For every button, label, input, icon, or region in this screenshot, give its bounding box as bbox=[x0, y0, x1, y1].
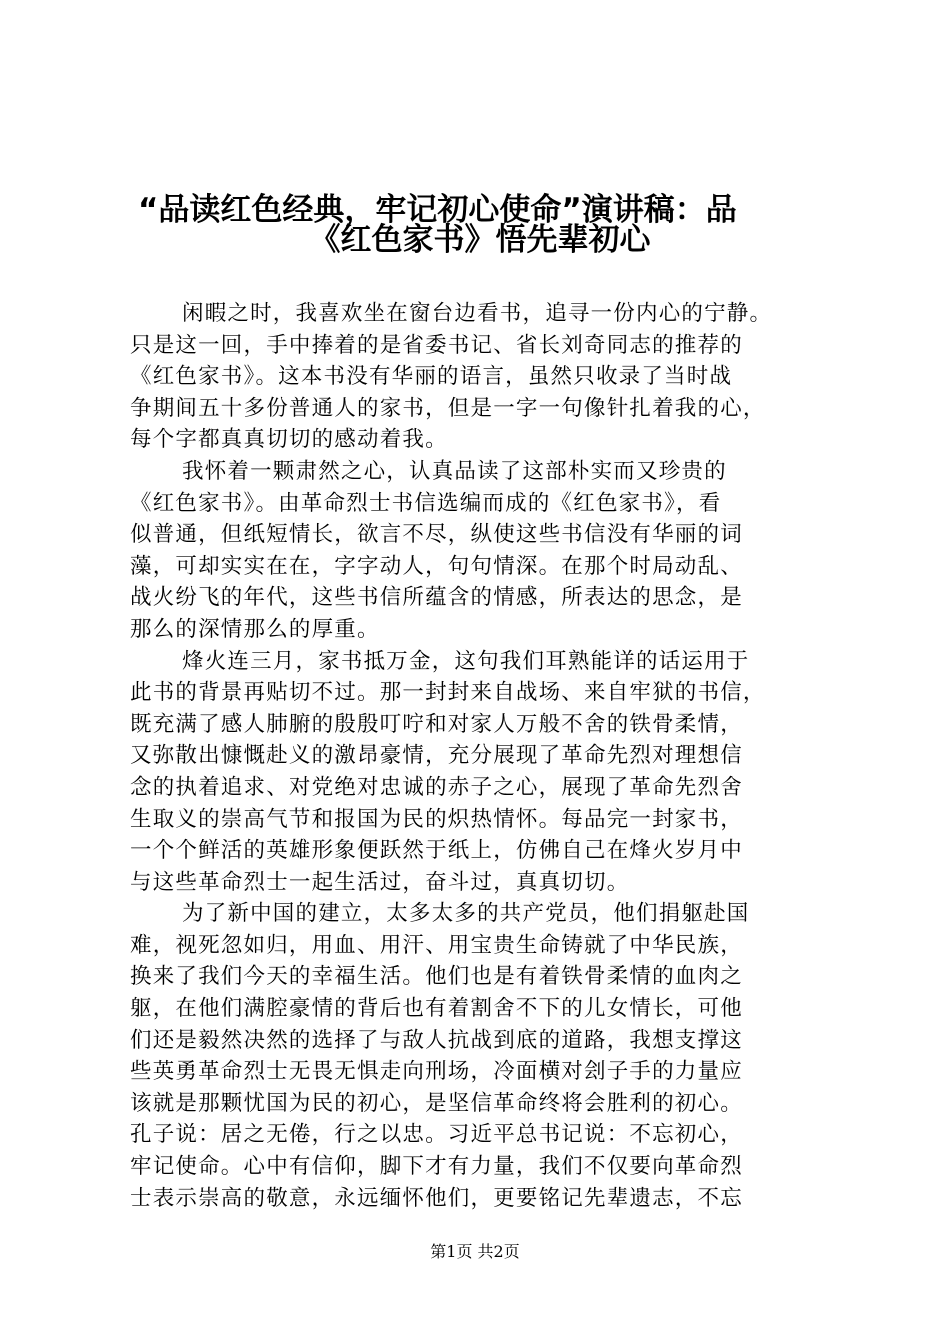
body-line: 生取义的崇高气节和报国为民的炽热情怀。每品完一封家书， bbox=[130, 806, 743, 832]
body-line: 念的执着追求、对党绝对忠诚的赤子之心，展现了革命先烈舍 bbox=[130, 774, 743, 800]
body-line: 又弥散出慷慨赴义的激昂豪情，充分展现了革命先烈对理想信 bbox=[130, 743, 743, 769]
body-line: 只是这一回，手中捧着的是省委书记、省长刘奇同志的推荐的 bbox=[130, 332, 743, 358]
body-line: 牢记使命。心中有信仰，脚下才有力量，我们不仅要向革命烈 bbox=[130, 1154, 743, 1180]
body-line: 每个字都真真切切的感动着我。 bbox=[130, 427, 448, 453]
body-line: 《红色家书》。由革命烈士书信选编而成的《红色家书》，看 bbox=[130, 490, 722, 516]
body-line: 难，视死忽如归，用血、用汗、用宝贵生命铸就了中华民族， bbox=[130, 932, 743, 958]
body-line: 换来了我们今天的幸福生活。他们也是有着铁骨柔情的血肉之 bbox=[130, 964, 743, 990]
body-line: 该就是那颗忧国为民的初心，是坚信革命终将会胜利的初心。 bbox=[130, 1090, 743, 1116]
body-line: 藻，可却实实在在，字字动人，句句情深。在那个时局动乱、 bbox=[130, 553, 743, 579]
body-line: 一个个鲜活的英雄形象便跃然于纸上，仿佛自己在烽火岁月中 bbox=[130, 838, 743, 864]
body-line: 为了新中国的建立，太多太多的共产党员，他们捐躯赴国 bbox=[182, 901, 750, 927]
document-body bbox=[130, 298, 842, 1214]
document-title-line-2: 《红色家书》悟先辈初心 bbox=[309, 222, 651, 258]
body-line: 《红色家书》。这本书没有华丽的语言，虽然只收录了当时战 bbox=[130, 364, 733, 390]
document-title-line-1: “品读红色经典，牢记初心使命”演讲稿：品 bbox=[138, 192, 737, 228]
body-line: 战火纷飞的年代，这些书信所蕴含的情感，所表达的思念，是 bbox=[130, 585, 743, 611]
body-line: 我怀着一颗肃然之心，认真品读了这部朴实而又珍贵的 bbox=[182, 458, 727, 484]
body-line: 孔子说：居之无倦，行之以忠。习近平总书记说：不忘初心， bbox=[130, 1122, 743, 1148]
body-line: 争期间五十多份普通人的家书，但是一字一句像针扎着我的心， bbox=[130, 395, 766, 421]
body-line: 们还是毅然决然的选择了与敌人抗战到底的道路，我想支撑这 bbox=[130, 1027, 743, 1053]
body-line: 闲暇之时，我喜欢坐在窗台边看书，追寻一份内心的宁静。 bbox=[182, 301, 773, 326]
body-line: 似普通，但纸短情长，欲言不尽，纵使这些书信没有华丽的词 bbox=[130, 522, 743, 548]
body-line: 躯，在他们满腔豪情的背后也有着割舍不下的儿女情长，可他 bbox=[130, 996, 743, 1022]
body-line: 士表示崇高的敬意，永远缅怀他们，更要铭记先辈遗志，不忘 bbox=[130, 1185, 743, 1211]
body-line: 些英勇革命烈士无畏无惧走向刑场，冷面横对刽子手的力量应 bbox=[130, 1059, 743, 1085]
page-footer: 第1页 共2页 bbox=[430, 1242, 520, 1261]
body-line: 烽火连三月，家书抵万金，这句我们耳熟能详的话运用于 bbox=[182, 648, 750, 674]
body-line: 与这些革命烈士一起生活过，奋斗过，真真切切。 bbox=[130, 869, 630, 895]
body-line: 那么的深情那么的厚重。 bbox=[130, 616, 380, 642]
body-line: 此书的背景再贴切不过。那一封封来自战场、来自牢狱的书信， bbox=[130, 680, 766, 706]
body-line: 既充满了感人肺腑的殷殷叮咛和对家人万般不舍的铁骨柔情， bbox=[130, 711, 743, 737]
